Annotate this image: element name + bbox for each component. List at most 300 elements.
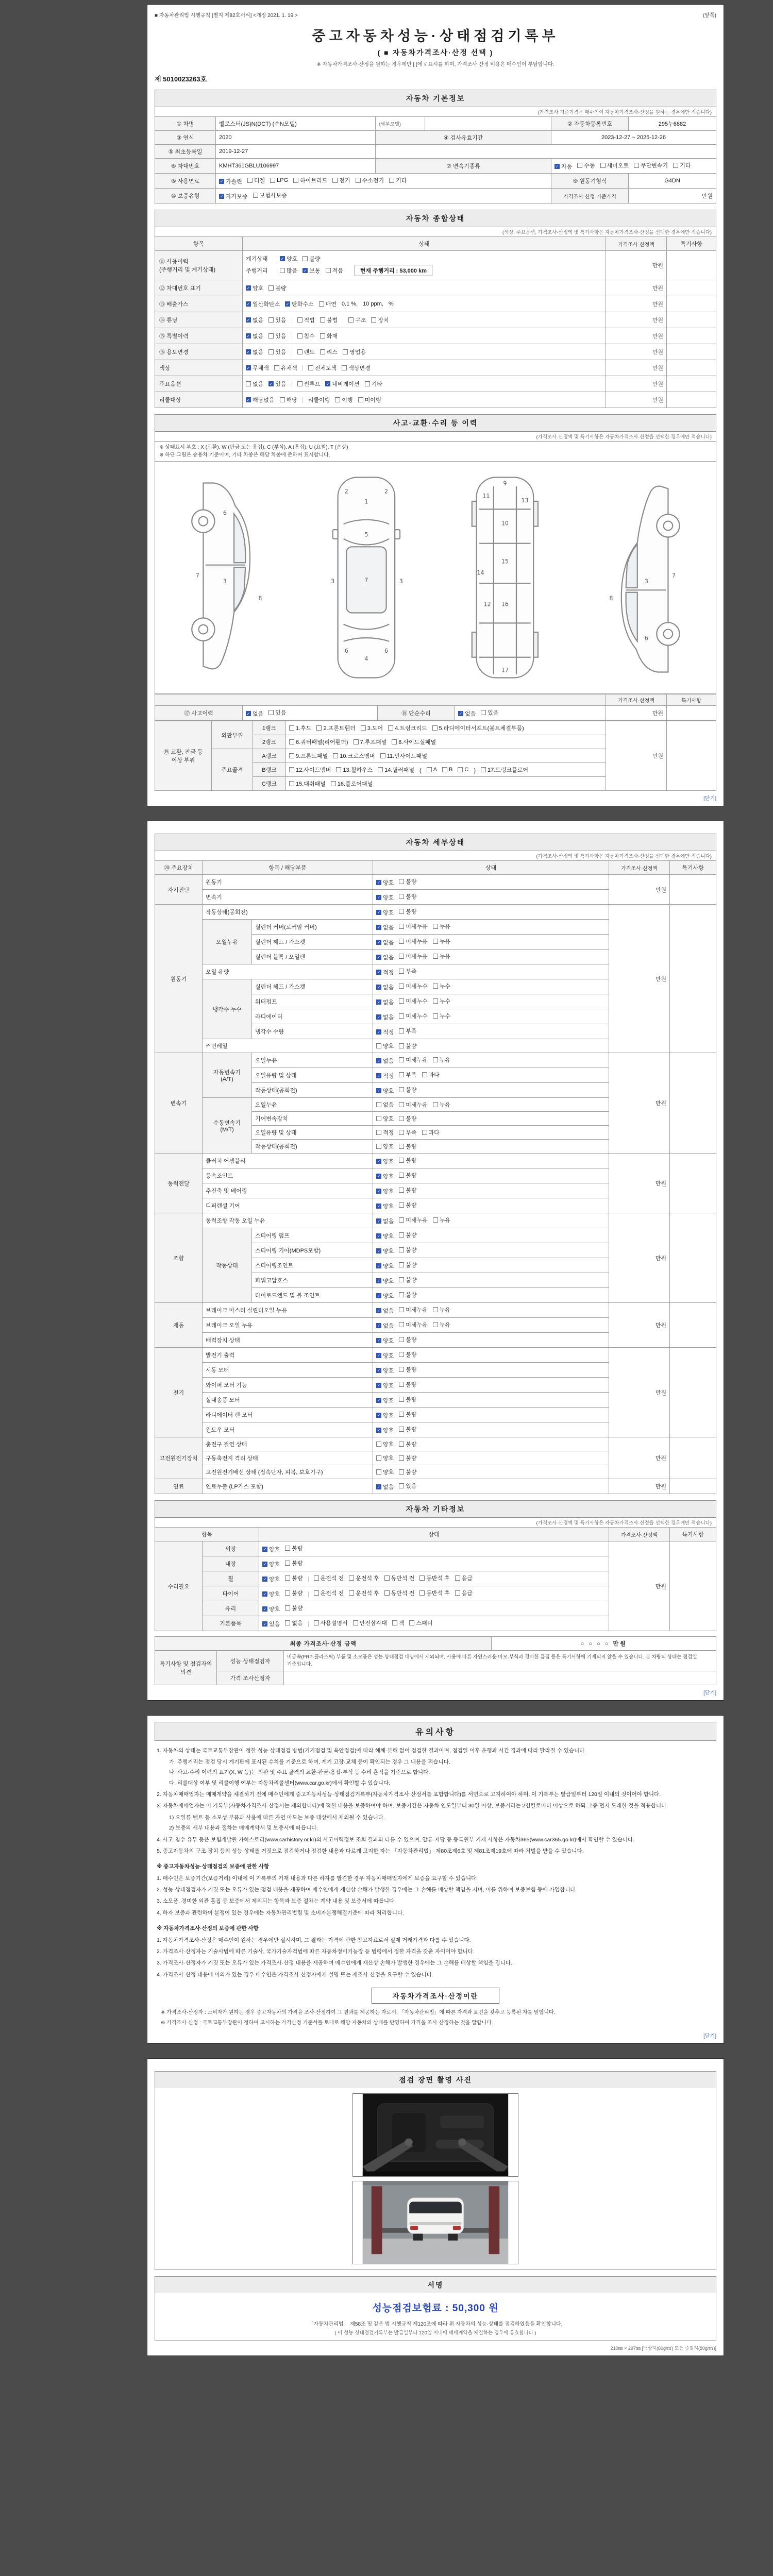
checkbox-option[interactable] [246, 348, 263, 356]
checkbox-option[interactable] [419, 1574, 450, 1582]
checkbox-option[interactable] [399, 922, 428, 930]
checkbox-option[interactable] [399, 982, 428, 990]
checkbox-label: 미세누수 [406, 998, 428, 1005]
checkbox-option[interactable] [280, 266, 297, 275]
checkbox-option[interactable] [399, 1291, 416, 1299]
checkbox-option[interactable] [268, 380, 286, 388]
checkbox-option[interactable] [376, 1072, 394, 1080]
checkbox-option[interactable] [376, 923, 394, 931]
first-reg-label: ⑤ 최초등록일 [155, 145, 216, 159]
checkbox-option[interactable] [481, 766, 528, 774]
checkbox-option[interactable] [399, 1086, 416, 1094]
state-cell [243, 296, 606, 312]
item-name: 원동기 [203, 875, 373, 890]
checkbox-option[interactable] [433, 1100, 450, 1109]
checkbox-option[interactable] [289, 766, 331, 774]
checkbox-option[interactable] [274, 364, 297, 372]
checkbox-option[interactable] [399, 952, 428, 960]
checkbox-option[interactable] [353, 1619, 387, 1627]
checkbox-option[interactable] [268, 708, 286, 717]
checkbox-option[interactable] [268, 284, 286, 292]
checkbox-option[interactable] [433, 982, 450, 990]
checkbox-label: 자가보증 [226, 194, 248, 200]
checkbox-option[interactable] [285, 1589, 303, 1597]
checkbox-option[interactable] [388, 724, 427, 732]
checkbox-label: 화재 [326, 333, 338, 340]
checkbox-label: 수소전기 [362, 178, 384, 184]
item-name: 실린더 헤드 / 가스켓 [252, 979, 373, 994]
insurance-fee: 성능점검보험료 : 50,300 원 [372, 2303, 499, 2314]
state-line [246, 347, 602, 357]
checkbox-box: ✓ [263, 1607, 267, 1612]
accident-subheader-blank [155, 694, 606, 706]
checkbox-option[interactable] [376, 1087, 394, 1095]
checkbox-option[interactable] [246, 364, 269, 372]
inline-text: % [388, 301, 394, 307]
checkbox-option[interactable] [297, 348, 315, 356]
checkbox-option[interactable] [376, 1292, 394, 1300]
checkbox-option[interactable] [320, 316, 338, 324]
checkbox-option[interactable] [458, 767, 468, 773]
checkbox-label: 동반석 전 [391, 1590, 415, 1597]
checkbox-option[interactable] [326, 266, 343, 275]
checkbox-option[interactable] [442, 767, 452, 773]
checkbox-option[interactable] [399, 1306, 428, 1314]
checkbox-option[interactable] [399, 1320, 428, 1329]
etc-header-note: 특기사항 [670, 1528, 716, 1541]
checkbox-label: 네비게이션 [332, 381, 360, 387]
checkbox-box [333, 753, 338, 758]
basic-row-fuel [155, 174, 716, 189]
note-cell [667, 312, 716, 328]
checkbox-option[interactable] [399, 1425, 416, 1433]
checkbox-option[interactable] [376, 1351, 394, 1360]
signature-body [155, 2293, 716, 2341]
section-caption-etc: (가격조사·산정액 및 특기사항은 자동차가격조사·산정을 선택한 경우에만 적습니다) [155, 1517, 716, 1527]
checkbox-option[interactable] [336, 766, 373, 774]
checkbox-option[interactable] [219, 192, 248, 200]
checkbox-option[interactable] [356, 176, 384, 184]
checkbox-option[interactable] [376, 878, 394, 887]
checkbox-option[interactable] [433, 997, 450, 1005]
checkbox-option[interactable] [673, 161, 691, 170]
checkbox-option[interactable] [376, 1232, 394, 1240]
checkbox-option[interactable] [285, 300, 314, 308]
checkbox-box: ✓ [377, 1030, 381, 1035]
checkbox-option[interactable] [246, 709, 263, 718]
checkbox-option[interactable] [399, 1216, 428, 1224]
checkbox-option[interactable] [399, 937, 428, 945]
checkbox-option[interactable] [376, 1468, 394, 1476]
checkbox-option[interactable] [392, 1619, 405, 1627]
item-name: 실린더 헤드 / 가스켓 [252, 935, 373, 950]
checkbox-option[interactable] [285, 1604, 303, 1612]
checkbox-option[interactable] [376, 1247, 394, 1255]
checkbox-box [280, 268, 285, 273]
checkbox-option[interactable] [399, 1201, 416, 1209]
checkbox-option[interactable] [335, 396, 352, 404]
etc-header-row [155, 1528, 716, 1541]
checkbox-option[interactable] [399, 1231, 416, 1239]
checkbox-label: 불량 [406, 909, 417, 915]
checkbox-label: 4.트렁크리드 [395, 725, 427, 732]
checkbox-box [388, 725, 393, 731]
checkbox-option[interactable] [376, 1202, 394, 1210]
checkbox-option[interactable] [399, 1042, 416, 1050]
checkbox-option[interactable] [376, 938, 394, 946]
checkbox-option[interactable] [399, 1012, 428, 1020]
checkbox-box: ✓ [263, 1547, 267, 1552]
overall-row [155, 376, 716, 392]
checkbox-option[interactable] [376, 1440, 394, 1448]
checkbox-option[interactable] [399, 1440, 416, 1448]
checkbox-option[interactable] [297, 380, 321, 388]
checkbox-option[interactable] [376, 998, 394, 1006]
checkbox-option[interactable] [320, 348, 338, 356]
checkbox-option[interactable] [399, 1027, 416, 1035]
checkbox-option[interactable] [320, 332, 338, 340]
year-value: 2020 [216, 131, 376, 145]
checkbox-option[interactable] [376, 1454, 394, 1462]
checkbox-option[interactable] [349, 1589, 379, 1597]
checkbox-option[interactable] [433, 922, 450, 930]
checkbox-box [389, 178, 394, 183]
state-cell [243, 280, 606, 296]
checkbox-box: ✓ [220, 179, 224, 184]
checkbox-option[interactable] [376, 1336, 394, 1345]
checkbox-option[interactable] [314, 1589, 344, 1597]
checkbox-option[interactable] [376, 1128, 394, 1137]
checkbox-option[interactable] [481, 708, 498, 717]
checkbox-option[interactable] [422, 1071, 440, 1079]
checkbox-option[interactable] [399, 997, 428, 1005]
checkbox-box [297, 381, 303, 386]
notice-item: 4. 하자 보증과 관련하여 분쟁이 있는 경우에는 자동차관리법령 및 소비자분쟁해결기준에 따라 처리합니다. [157, 1909, 404, 1916]
checkbox-option[interactable] [293, 176, 327, 184]
checkbox-option[interactable] [376, 908, 394, 917]
checkbox-option[interactable] [358, 396, 381, 404]
checkbox-option[interactable] [262, 1605, 280, 1613]
checkbox-option[interactable] [354, 738, 387, 746]
inline-text: 10 ppm, [363, 301, 383, 307]
checkbox-option[interactable] [376, 1321, 394, 1330]
divider [308, 1577, 309, 1582]
checkbox-option[interactable] [455, 1574, 473, 1582]
checkbox-option[interactable] [376, 1172, 394, 1180]
checkbox-option[interactable] [433, 1320, 450, 1329]
checkbox-option[interactable] [399, 1114, 416, 1123]
checkbox-option[interactable] [376, 1042, 394, 1050]
item-name: 오일유량 및 상태 [252, 1126, 373, 1140]
checkbox-option[interactable] [246, 380, 263, 388]
checkbox-option[interactable] [427, 767, 437, 773]
checkbox-label: 많음 [287, 268, 298, 274]
close-link[interactable]: [닫기] [703, 796, 716, 802]
checkbox-option[interactable] [361, 724, 383, 732]
checkbox-option[interactable] [433, 1306, 450, 1314]
checkbox-option[interactable] [253, 191, 287, 199]
checkbox-box [399, 1130, 404, 1135]
checkbox-option[interactable] [325, 380, 359, 388]
checkbox-option[interactable] [399, 1276, 416, 1284]
checkbox-box [481, 767, 486, 772]
checkbox-option[interactable] [280, 396, 297, 404]
item-name: 오일 유량 [203, 964, 373, 979]
checkbox-option[interactable] [384, 1589, 415, 1597]
checkbox-option[interactable] [376, 893, 394, 902]
checkbox-option[interactable] [577, 161, 595, 170]
item-name: 배력장치 상태 [203, 1333, 373, 1348]
checkbox-option[interactable] [433, 937, 450, 945]
checkbox-option[interactable] [376, 1013, 394, 1021]
checkbox-option[interactable] [458, 709, 476, 718]
checkbox-label: 응급 [461, 1575, 473, 1582]
checkbox-option[interactable] [348, 316, 366, 324]
price-cell: 만원 [609, 1541, 670, 1631]
checkbox-option[interactable] [332, 176, 350, 184]
checkbox-option[interactable] [376, 1057, 394, 1065]
checkbox-option[interactable] [297, 332, 315, 340]
form-reference: ■ 자동차관리법 시행규칙 [별지 제82호서식] <개정 2021. 1. 19.> [155, 13, 298, 19]
checkbox-option[interactable] [376, 1100, 394, 1109]
checkbox-option[interactable] [376, 1396, 394, 1404]
checkbox-option[interactable] [314, 1574, 344, 1582]
checkbox-option[interactable] [289, 724, 311, 732]
state-line [246, 395, 602, 405]
checkbox-option[interactable] [308, 364, 337, 372]
checkbox-box [399, 1292, 404, 1297]
close-link[interactable]: [닫기] [703, 1690, 716, 1696]
checkbox-option[interactable] [600, 161, 629, 170]
checkbox-option[interactable] [371, 316, 389, 324]
checkbox-option[interactable] [246, 396, 275, 404]
checkbox-option[interactable] [349, 1574, 379, 1582]
checkbox-option[interactable] [399, 907, 416, 916]
checkbox-box [399, 1442, 404, 1447]
checkbox-option[interactable] [399, 877, 416, 886]
checkbox-option[interactable] [319, 300, 337, 308]
inspector-note: 비금속(FRP·플라스틱) 부품 및 소모품은 성능·상태점검 대상에서 제외되며, 사용에 따른 자연스러운 마모·부식과 경미한 흠집 등은 특기사항에 기재되지 않을 수 있습니다. 본 차량의 상태는 점검일 기준입니다. [284, 1651, 716, 1671]
state-cell [373, 1422, 609, 1437]
checkbox-box [376, 1442, 381, 1447]
engine-value: G4DN [629, 174, 716, 189]
checkbox-box [297, 317, 303, 323]
checkbox-option[interactable] [262, 1590, 280, 1598]
checkbox-option[interactable] [376, 1114, 394, 1123]
checkbox-option[interactable] [376, 953, 394, 961]
checkbox-option[interactable] [433, 1056, 450, 1064]
checkbox-option[interactable] [433, 952, 450, 960]
checkbox-label: 미세누유 [406, 954, 428, 960]
checkbox-option[interactable] [280, 255, 297, 263]
checkbox-option[interactable] [392, 738, 436, 746]
checkbox-option[interactable] [297, 316, 315, 324]
checkbox-option[interactable] [376, 1426, 394, 1434]
close-link[interactable]: [닫기] [703, 2033, 716, 2040]
checkbox-option[interactable] [399, 1468, 416, 1476]
checkbox-option[interactable] [376, 1381, 394, 1389]
sub-label: 주행거리 [246, 268, 268, 274]
checkbox-option[interactable] [419, 1589, 450, 1597]
checkbox-option[interactable] [399, 1056, 428, 1064]
checkbox-option[interactable] [399, 1380, 416, 1388]
checkbox-option[interactable] [219, 177, 242, 185]
checkbox-option[interactable] [399, 1454, 416, 1462]
checkbox-option[interactable] [376, 1157, 394, 1165]
etc-row [155, 1541, 716, 1556]
detail-row [155, 1348, 716, 1363]
item-label: 색상 [155, 360, 243, 376]
checkbox-label: 적정 [383, 1130, 394, 1136]
checkbox-option[interactable] [262, 1620, 280, 1628]
checkbox-option[interactable] [399, 1365, 416, 1374]
checkbox-option[interactable] [399, 1128, 416, 1137]
checkbox-label: 영업용 [349, 349, 366, 355]
checkbox-option[interactable] [262, 1560, 280, 1568]
checkbox-option[interactable] [376, 1411, 394, 1419]
checkbox-box [399, 969, 404, 974]
checkbox-option[interactable] [399, 1171, 416, 1179]
checkbox-option[interactable] [409, 1619, 432, 1627]
checkbox-option[interactable] [376, 1366, 394, 1375]
checkbox-option[interactable] [399, 1395, 416, 1403]
checkbox-option[interactable] [389, 176, 407, 184]
checkbox-option[interactable] [399, 1142, 416, 1150]
device-group: 동력전달 [155, 1154, 203, 1213]
state-cell [243, 251, 606, 280]
checkbox-option[interactable] [289, 752, 328, 760]
checkbox-label: 미이행 [364, 397, 381, 403]
checkbox-option[interactable] [303, 255, 320, 263]
checkbox-option[interactable] [455, 1589, 473, 1597]
checkbox-label: 양호 [383, 910, 394, 916]
svg-text:15: 15 [501, 558, 509, 565]
checkbox-option[interactable] [399, 1410, 416, 1418]
checkbox-option[interactable] [376, 1277, 394, 1285]
checkbox-option[interactable] [399, 1071, 416, 1079]
checkbox-label: 운전석 전 [320, 1575, 344, 1582]
checkbox-label: 누유 [439, 1307, 451, 1313]
checkbox-box: ✓ [377, 1174, 381, 1179]
inspection-value: 2023-12-27 ~ 2025-12-26 [551, 131, 716, 145]
checkbox-option[interactable] [316, 724, 355, 732]
checkbox-box [433, 1217, 438, 1223]
checkbox-option[interactable] [289, 779, 326, 788]
checkbox-option[interactable] [246, 332, 263, 340]
checkbox-option[interactable] [246, 284, 263, 292]
checkbox-option[interactable] [365, 380, 382, 388]
note-cell [667, 360, 716, 376]
checkbox-option[interactable] [399, 1350, 416, 1359]
checkbox-option[interactable] [376, 1142, 394, 1150]
checkbox-option[interactable] [314, 1619, 348, 1627]
checkbox-option[interactable] [399, 1156, 416, 1164]
checkbox-option[interactable] [378, 766, 414, 774]
base-price-value: 만원 [629, 189, 716, 204]
checkbox-option[interactable] [285, 1574, 303, 1582]
checkbox-option[interactable] [376, 983, 394, 991]
checkbox-option[interactable] [285, 1619, 303, 1627]
checkbox-option[interactable] [376, 1307, 394, 1315]
checkbox-option[interactable] [399, 1482, 416, 1490]
state-cell [373, 1303, 609, 1318]
checkbox-label: 있음 [275, 381, 287, 387]
checkbox-option[interactable] [342, 364, 371, 372]
checkbox-option[interactable] [399, 967, 416, 975]
svg-text:2: 2 [344, 488, 348, 495]
checkbox-option[interactable] [399, 1261, 416, 1269]
checkbox-option[interactable] [376, 1187, 394, 1195]
checkbox-option[interactable] [376, 1483, 394, 1491]
state-cell [373, 1112, 609, 1126]
overall-header-row [155, 237, 716, 251]
checkbox-option[interactable] [376, 968, 394, 976]
checkbox-option[interactable] [285, 1544, 303, 1552]
checkbox-option[interactable] [376, 1262, 394, 1270]
checkbox-option[interactable] [384, 1574, 415, 1582]
note-cell [667, 328, 716, 344]
checkbox-option[interactable] [433, 1012, 450, 1020]
checkbox-option[interactable] [399, 1335, 416, 1344]
device-group: 자기진단 [155, 875, 203, 905]
checkbox-option[interactable] [376, 1028, 394, 1036]
outer-panel-label: 외판부위 [212, 721, 253, 749]
checkbox-option[interactable] [399, 1246, 416, 1254]
checkbox-option[interactable] [246, 300, 280, 308]
checkbox-option[interactable] [333, 752, 375, 760]
checkbox-option[interactable] [246, 316, 263, 324]
checkbox-option[interactable] [303, 266, 320, 275]
checkbox-option[interactable] [331, 779, 373, 788]
checkbox-option[interactable] [422, 1128, 440, 1137]
item-name: 외장 [203, 1541, 259, 1556]
checkbox-option[interactable] [247, 176, 265, 184]
checkbox-label: 구조 [355, 317, 366, 324]
state-line [246, 363, 602, 373]
checkbox-option[interactable] [399, 892, 416, 901]
checkbox-option[interactable] [289, 738, 348, 746]
checkbox-option[interactable] [634, 161, 668, 170]
checkbox-box [442, 767, 447, 772]
checkbox-option[interactable] [433, 1216, 450, 1224]
checkbox-option[interactable] [380, 752, 427, 760]
checkbox-option[interactable] [343, 348, 366, 356]
checkbox-option[interactable] [432, 724, 524, 732]
checkbox-option[interactable] [270, 177, 288, 183]
checkbox-option[interactable] [268, 332, 286, 340]
checkbox-option[interactable] [554, 162, 572, 171]
checkbox-option[interactable] [399, 1186, 416, 1194]
checkbox-label: 없음 [253, 381, 264, 387]
checkbox-option[interactable] [268, 348, 286, 356]
state-cell [373, 994, 609, 1009]
state-cell [373, 1213, 609, 1228]
checkbox-box [289, 739, 294, 744]
checkbox-option[interactable] [376, 1217, 394, 1225]
checkbox-option[interactable] [262, 1575, 280, 1583]
checkbox-label: 무단변속기 [641, 163, 668, 169]
checkbox-option[interactable] [268, 316, 286, 324]
checkbox-option[interactable] [399, 1100, 428, 1109]
checkbox-label: 5.라디에이터서포트(볼트체결부품) [439, 725, 524, 732]
checkbox-option[interactable] [262, 1545, 280, 1553]
checkbox-box: ✓ [377, 1074, 381, 1078]
checkbox-box [399, 1367, 404, 1372]
checkbox-box [399, 1262, 404, 1267]
checkbox-option[interactable] [285, 1559, 303, 1567]
checkbox-box [419, 1590, 425, 1596]
checkbox-label: 누유 [439, 939, 451, 945]
